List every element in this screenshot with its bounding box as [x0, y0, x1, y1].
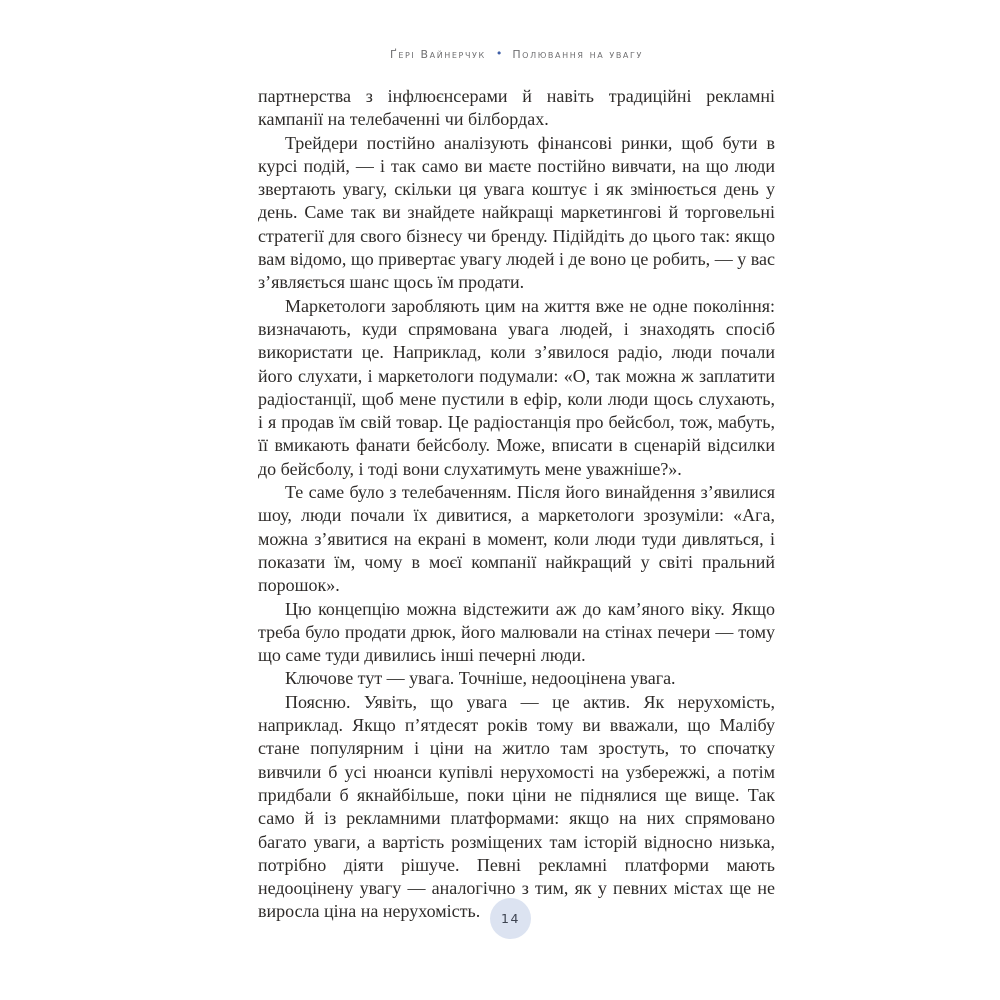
body-paragraph: Ключове тут — увага. Точніше, недооцінена увага. [285, 668, 676, 689]
running-header [258, 48, 775, 61]
body-paragraph: Маркетологи заробляють цим на життя вже не одне покоління: визначають, куди спрямована увага людей, і знаходять спосіб використати це. Наприклад, коли з’явилося радіо, люди почали його слухати, і маркетологи подумали: «О, так можна ж заплатити радіостанції, щоб мене пустили в ефір, коли люди щось слухають, і я продав їм свій товар. Це радіостанція про бейсбол, тож, мабуть, її вмикають фанати бейсболу. Може, вписати в сценарій відсилки до бейсболу, і тоді вони слухатимуть мене уважніше?». [258, 295, 775, 479]
body-paragraph: Цю концепцію можна відстежити аж до кам’яного віку. Якщо треба було продати дрюк, його малювали на стінах печери — тому що саме туди дивились інші печерні люди. [258, 598, 775, 666]
body-paragraph: Трейдери постійно аналізують фінансові ринки, щоб бути в курсі подій, — і так само ви маєте постійно вивчати, на що люди звертають увагу, скільки ця увага коштує і як змінюється день у день. Саме так ви знайдете найкращі маркетингові й торговельні стратегії для свого бізнесу чи бренду. Підійдіть до цього так: якщо вам відомо, що привертає увагу людей і де воно це робить, — у вас з’являється шанс щось їм продати. [258, 132, 775, 293]
book-title: Полювання на увагу [512, 48, 643, 61]
author-name: Ґері Вайнерчук [390, 48, 486, 61]
page-text [258, 85, 775, 924]
page-number: 14 [501, 911, 520, 926]
body-paragraph: Поясню. Уявіть, що увага — це актив. Як нерухомість, наприклад. Якщо п’ятдесят років тому ви вважали, що Малібу стане популярним і ціни на житло там зростуть, то спочатку вивчили б усі нюанси купівлі нерухомості на узбережжі, а потім придбали б якнайбільше, поки ціни не піднялися ще вище. Так само й із рекламними платформами: якщо на них спрямовано багато уваги, а вартість розміщених там історій відносно низька, потрібно діяти рішуче. Певні рекламні платформи мають недооцінену увагу — аналогічно з тим, як у певних містах ще не виросла ціна на нерухомість. [258, 691, 775, 922]
body-paragraph: партнерства з інфлюєнсерами й навіть традиційні рекламні кампанії на телебаченні чи білбордах. [258, 86, 775, 130]
body-paragraph: Те саме було з телебаченням. Після його винайдення з’явилися шоу, люди почали їх дивитися, а маркетологи зрозуміли: «Ага, можна з’явитися на екрані в момент, коли люди туди дивляться, і показати їм, чому в моєї компанії найкращий у світі пральний порошок». [258, 482, 775, 596]
page-number-badge [490, 898, 531, 939]
separator-bullet-icon: • [495, 47, 503, 60]
